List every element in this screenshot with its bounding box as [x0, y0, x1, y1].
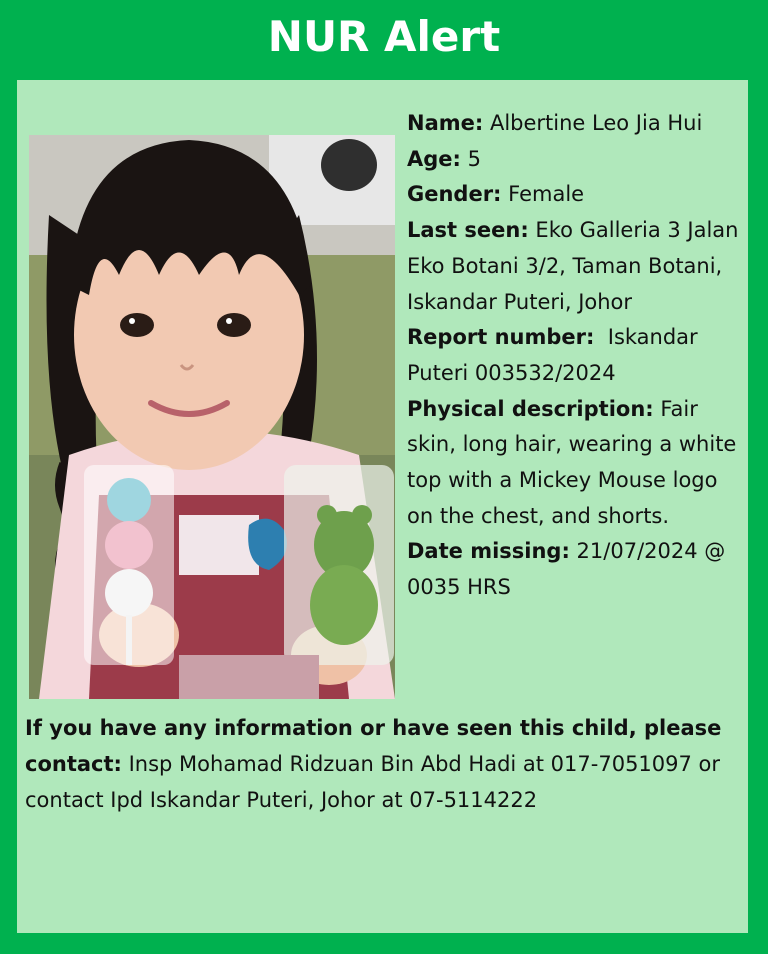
age-value: 5: [467, 146, 481, 171]
alert-panel: [17, 80, 748, 933]
report-number-label: Report number:: [407, 325, 595, 350]
contact-section: [25, 710, 745, 818]
contact-body: Insp Mohamad Ridzuan Bin Abd Hadi at 017-7051097 or contact Ipd Iskandar Puteri, Johor at 07-5114222: [25, 752, 721, 812]
last-seen-label: Last seen:: [407, 218, 529, 243]
gender-label: Gender:: [407, 182, 502, 207]
contact-lead: If you have any information or have seen this child, please contact:: [25, 716, 722, 776]
name-label: Name:: [407, 111, 484, 135]
name-value: Albertine Leo Jia Hui: [489, 111, 703, 135]
physical-description-value: Fair skin, long hair, wearing a white top with a Mickey Mouse logo on the chest, and shorts.: [407, 396, 737, 528]
age-label: Age:: [407, 146, 461, 171]
date-missing-line: [407, 534, 742, 605]
date-missing-label: Date missing:: [407, 539, 570, 564]
date-missing-value: 21/07/2024 @ 0035 HRS: [407, 539, 726, 600]
name-line: [407, 106, 742, 142]
alert-title: NUR Alert: [267, 11, 501, 61]
contact-paragraph: [25, 710, 745, 818]
report-number-value: Iskandar Puteri 003532/2024: [407, 325, 698, 385]
alert-header: [0, 0, 768, 80]
gender-value: Female: [508, 182, 585, 207]
child-details: [407, 106, 742, 606]
physical-description-line: [407, 392, 742, 535]
physical-description-label: Physical description:: [407, 396, 654, 421]
gender-line: [407, 177, 742, 213]
last-seen-line: [407, 213, 742, 320]
last-seen-value: Eko Galleria 3 Jalan Eko Botani 3/2, Taman Botani, Iskandar Puteri, Johor: [407, 218, 739, 314]
child-photo: [29, 135, 395, 699]
age-line: [407, 142, 742, 178]
report-number-line: [407, 320, 742, 391]
